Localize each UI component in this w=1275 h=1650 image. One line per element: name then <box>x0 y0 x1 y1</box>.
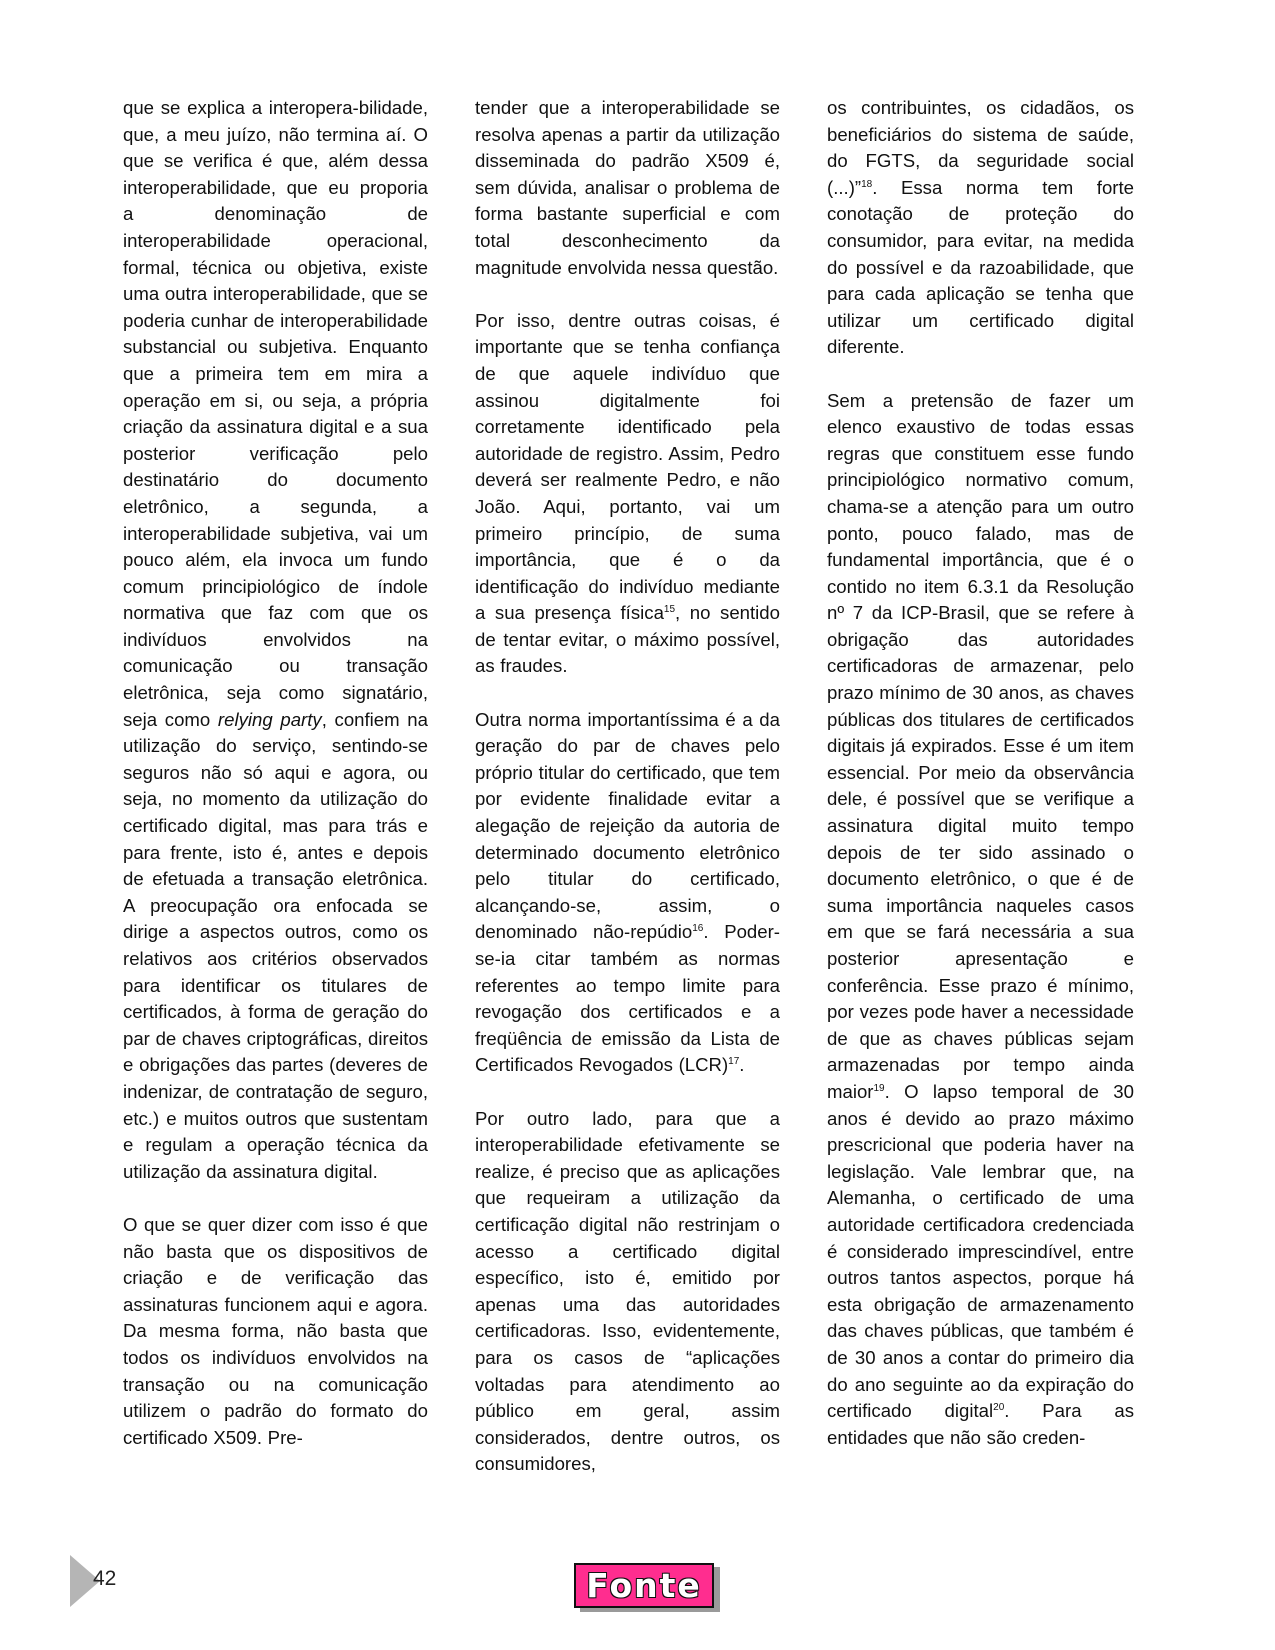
text-run: Por outro lado, para que a interoperabilidade efetivamente se realize, é preciso que as aplicações que requeiram a utilização da certificação digital não restrinjam o acesso a certificado digital específico, isto é, emitido por apenas uma das autoridades certificadoras. Isso, evidentemente, para os casos de “aplicações voltadas para atendimento ao público em geral, assim considerados, dentre outros, os consumidores, <box>475 1107 780 1475</box>
text-run: tender que a interoperabilidade se resolva apenas a partir da utilização disseminada do padrão X509 é, sem dúvida, analisar o problema de forma bastante superficial e com total desconhecimento da magnitude envolvida nessa questão. <box>475 97 780 278</box>
footnote-reference: 18 <box>861 178 873 190</box>
footnote-reference: 20 <box>993 1402 1005 1414</box>
text-run: Sem a pretensão de fazer um elenco exaustivo de todas essas regras que constituem esse fundo principiológico normativo comum, chama-se a atenção para um outro ponto, pouco falado, mas de fundamental importância, que é o contido no item 6.3.1 da Resolução nº 7 da ICP-Brasil, que se refere à obrigação das autoridades certificadoras de armazenar, pelo prazo mínimo de 30 anos, as chaves públicas dos titulares de certificados digitais já expirados. Esse é um item essencial. Por meio da observância dele, é possível que se verifique a assinatura digital muito tempo depois de ter sido assinado o documento eletrônico, o que é de suma importância naqueles casos em que se fará necessária a sua posterior apresentação e conferência. Esse prazo é mínimo, por vezes pode haver a necessidade de que as chaves públicas sejam armazenadas por tempo ainda maior <box>827 389 1134 1102</box>
footnote-reference: 17 <box>728 1056 740 1068</box>
footnote-reference: 19 <box>873 1082 885 1094</box>
text-run: O que se quer dizer com isso é que não basta que os dispositivos de criação e de verificação das assinaturas funcionem aqui e agora. Da mesma forma, não basta que todos os indivíduos envolvidos na transação ou na comunicação utilizem o padrão do formato do certificado X509. Pre- <box>123 1213 428 1448</box>
footnote-reference: 15 <box>663 604 676 616</box>
text-column-3 <box>827 95 1134 1478</box>
text-run: . Para as entidades que não são creden- <box>827 1400 1134 1448</box>
paragraph <box>475 707 780 1079</box>
text-run: . O lapso temporal de 30 anos é devido ao prazo máximo prescricional que poderia haver na legislação. Vale lembrar que, na Alemanha, o certificado de uma autoridade certificadora credenciada é considerado imprescindível, entre outros tantos aspectos, porque há esta obrigação de armazenamento das chaves públicas, que também é de 30 anos a contar do primeiro dia do ano seguinte ao da expiração do certificado digital <box>827 1080 1134 1422</box>
text-run: que se explica a interopera-bilidade, que, a meu juízo, não termina aí. O que se verifica é que, além dessa interoperabilidade, que eu proporia a denominação de interoperabilidade operacional, formal, técnica ou objetiva, existe uma outra interoperabilidade, que se poderia cunhar de interoperabilidade substancial ou subjetiva. Enquanto que a primeira tem em mira a operação em si, ou seja, a própria criação da assinatura digital e a sua posterior verificação pelo destinatário do documento eletrônico, a segunda, a interoperabilidade subjetiva, vai um pouco além, ela invoca um fundo comum principiológico de índole normativa que faz com que os indivíduos envolvidos na comunicação ou transação eletrônica, seja como signatário, seja como <box>123 97 428 730</box>
paragraph <box>475 1106 780 1478</box>
page-number: 42 <box>93 1567 117 1590</box>
paragraph <box>827 388 1134 1452</box>
text-run: . Essa norma tem forte conotação de proteção do consumidor, para evitar, na medida do possível e da razoabilidade, que para cada aplicação se tenha que utilizar um certificado digital diferente. <box>827 176 1134 358</box>
paragraph <box>123 1212 428 1451</box>
text-run: , confiem na utilização do serviço, sentindo-se seguros não só aqui e agora, ou seja, no momento da utilização do certificado digital, mas para trás e para frente, isto é, antes e depois de efetuada a transação eletrônica. A preocupação ora enfocada se dirige a aspectos outros, como os relativos aos critérios observados para identificar os titulares de certificados, à forma de geração do par de chaves criptográficas, direitos e obrigações das partes (deveres de indenizar, de contratação de seguro, etc.) e muitos outros que sustentam e regulam a operação técnica da utilização da assinatura digital. <box>123 708 428 1182</box>
text-run: . <box>739 1054 745 1076</box>
text-column-1 <box>123 95 428 1478</box>
logo-text: Fonte <box>586 1566 702 1605</box>
text-run: os contribuintes, os cidadãos, os beneficiários do sistema de saúde, do FGTS, da seguridade social (...)” <box>827 97 1134 198</box>
paragraph <box>123 95 428 1185</box>
italic-term: relying party <box>217 708 322 730</box>
text-run: , no sentido de tentar evitar, o máximo possível, as fraudes. <box>475 602 780 677</box>
paragraph <box>827 95 1134 361</box>
paragraph <box>475 308 780 680</box>
paragraph <box>475 95 780 281</box>
fonte-logo <box>574 1563 714 1608</box>
text-run: Por isso, dentre outras coisas, é importante que se tenha confiança de que aquele indivíduo que assinou digitalmente foi corretamente identificado pela autoridade de registro. Assim, Pedro deverá ser realmente Pedro, e não João. Aqui, portanto, vai um primeiro princípio, de suma importância, que é o da identificação do indivíduo mediante a sua presença física <box>475 309 780 624</box>
footnote-reference: 16 <box>692 923 704 935</box>
text-run: . Poder-se-ia citar também as normas referentes ao tempo limite para revogação dos certificados e a freqüência de emissão da Lista de Certificados Revogados (LCR) <box>475 921 780 1076</box>
text-run: Outra norma importantíssima é a da geração do par de chaves pelo próprio titular do certificado, que tem por evidente finalidade evitar a alegação de rejeição da autoria de determinado documento eletrônico pelo titular do certificado, alcançando-se, assim, o denominado não-repúdio <box>475 708 780 943</box>
text-column-2 <box>475 95 780 1504</box>
